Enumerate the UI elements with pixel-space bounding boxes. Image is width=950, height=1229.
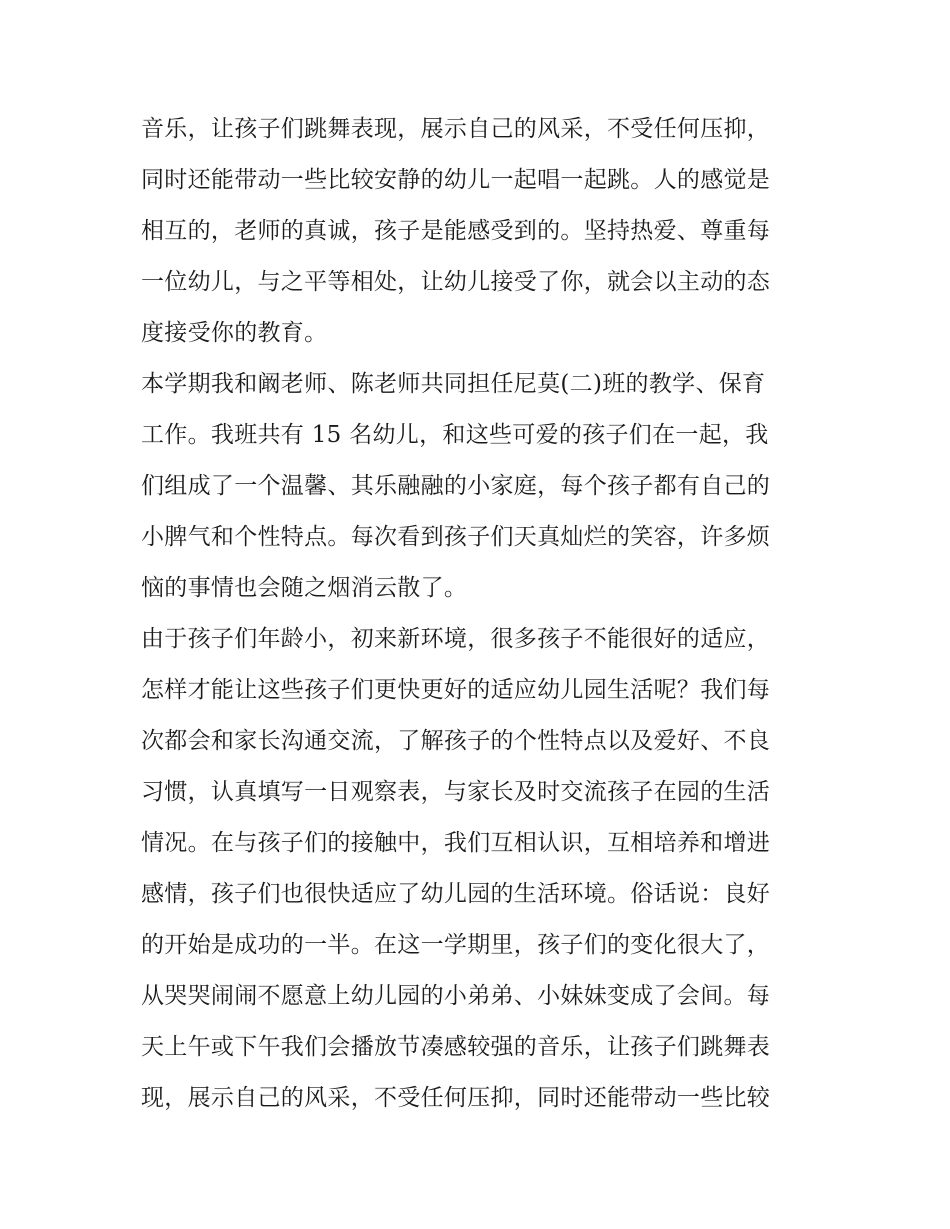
text-line: 小脾气和个性特点。每次看到孩子们天真灿烂的笑容，许多烦	[141, 524, 771, 550]
text-line: 现，展示自己的风采，不受任何压抑，同时还能带动一些比较	[141, 1085, 771, 1111]
text-line: 同时还能带动一些比较安静的幼儿一起唱一起跳。人的感觉是	[141, 167, 771, 193]
text-line: 天上午或下午我们会播放节凑感较强的音乐，让孩子们跳舞表	[141, 1034, 771, 1060]
text-line: 由于孩子们年龄小，初来新环境，很多孩子不能很好的适应，	[141, 626, 771, 652]
text-line: 的开始是成功的一半。在这一学期里，孩子们的变化很大了，	[141, 932, 771, 958]
text-line: 本学期我和阚老师、陈老师共同担任尼莫(二)班的教学、保育	[141, 371, 766, 397]
text-line: 恼的事情也会随之烟消云散了。	[141, 575, 468, 601]
text-line: 相互的，老师的真诚，孩子是能感受到的。坚持热爱、尊重每	[141, 218, 771, 244]
text-line: 度接受你的教育。	[141, 320, 328, 346]
text-line: 音乐，让孩子们跳舞表现，展示自己的风采，不受任何压抑，	[141, 116, 771, 142]
paragraph	[141, 359, 811, 614]
text-line: 工作。我班共有 15 名幼儿，和这些可爱的孩子们在一起，我	[141, 422, 769, 448]
text-line: 情况。在与孩子们的接触中，我们互相认识，互相培养和增进	[141, 830, 771, 856]
text-line: 从哭哭闹闹不愿意上幼儿园的小弟弟、小妹妹变成了会间。每	[141, 983, 771, 1009]
paragraph	[141, 614, 811, 1124]
paragraph	[141, 104, 811, 359]
text-line: 感情，孩子们也很快适应了幼儿园的生活环境。俗话说：良好	[141, 881, 771, 907]
document-body	[141, 104, 811, 1124]
text-line: 次都会和家长沟通交流，了解孩子的个性特点以及爱好、不良	[141, 728, 771, 754]
text-line: 怎样才能让这些孩子们更快更好的适应幼儿园生活呢？我们每	[141, 677, 771, 703]
text-line: 习惯，认真填写一日观察表，与家长及时交流孩子在园的生活	[141, 779, 771, 805]
text-line: 们组成了一个温馨、其乐融融的小家庭，每个孩子都有自己的	[141, 473, 771, 499]
text-line: 一位幼儿，与之平等相处，让幼儿接受了你，就会以主动的态	[141, 269, 771, 295]
